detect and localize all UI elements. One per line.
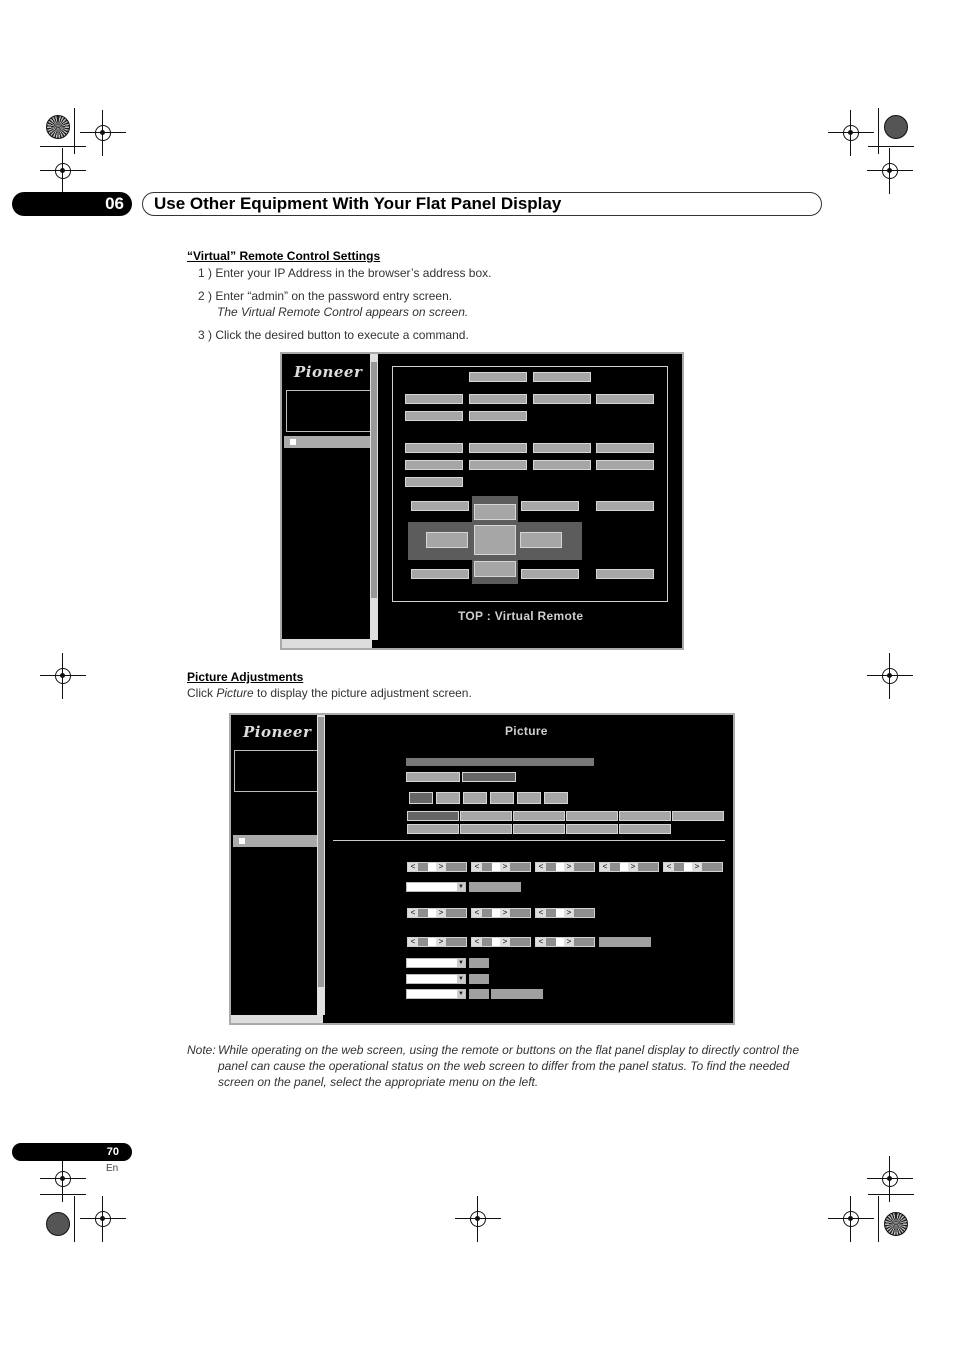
crosshair-icon [875, 1164, 905, 1194]
remote-button[interactable] [469, 460, 527, 470]
remote-button[interactable] [596, 443, 654, 453]
remote-button[interactable] [521, 501, 579, 511]
mode-button[interactable] [407, 824, 459, 834]
chapter-number: 06 [12, 192, 132, 216]
adjust-stepper[interactable]: < > [407, 937, 467, 947]
registration-star-icon [884, 115, 908, 139]
remote-button[interactable] [469, 394, 527, 404]
mode-button[interactable] [513, 811, 565, 821]
section-title-picture-adjustments: Picture Adjustments [187, 670, 304, 684]
input-button[interactable] [463, 792, 487, 804]
adjust-stepper[interactable]: < > [471, 908, 531, 918]
trim-mark [40, 146, 86, 147]
trim-mark [74, 1196, 75, 1242]
sidebar-item-selected[interactable] [233, 835, 317, 847]
sidebar-info-box [234, 750, 320, 792]
value-box [469, 882, 521, 892]
mode-button[interactable] [619, 824, 671, 834]
remote-button[interactable] [405, 394, 463, 404]
remote-button[interactable] [469, 411, 527, 421]
remote-button[interactable] [533, 394, 591, 404]
language-code: En [106, 1163, 119, 1174]
status-bar [406, 758, 594, 766]
trim-mark [40, 1194, 86, 1195]
crosshair-icon [48, 661, 78, 691]
dpad-up-button[interactable] [474, 504, 516, 520]
remote-button[interactable] [533, 460, 591, 470]
remote-button[interactable] [521, 569, 579, 579]
value-box [491, 989, 543, 999]
sidebar-horizontal-scrollbar[interactable] [231, 1015, 323, 1023]
screen-caption: TOP : Virtual Remote [458, 609, 584, 623]
input-button[interactable] [517, 792, 541, 804]
mode-button[interactable] [566, 811, 618, 821]
trim-mark [878, 108, 879, 154]
trim-mark [868, 1194, 914, 1195]
pioneer-logo: Pioneer [294, 363, 363, 381]
value-box [469, 958, 489, 968]
section-title-virtual-remote: “Virtual” Remote Control Settings [187, 249, 381, 263]
adjust-stepper[interactable]: < > [535, 937, 595, 947]
tab-button-active[interactable] [462, 772, 516, 782]
dropdown-select[interactable] [406, 974, 466, 984]
mode-button[interactable] [619, 811, 671, 821]
pioneer-logo: Pioneer [243, 723, 312, 741]
tab-button[interactable] [406, 772, 460, 782]
mode-button[interactable] [460, 811, 512, 821]
mode-button[interactable] [672, 811, 724, 821]
chevron-down-icon: ▼ [458, 960, 464, 966]
remote-button[interactable] [411, 569, 469, 579]
adjust-stepper[interactable]: < > [535, 862, 595, 872]
remote-button[interactable] [405, 411, 463, 421]
step-2-result: The Virtual Remote Control appears on screen. [217, 305, 469, 319]
note [187, 1042, 827, 1090]
chapter-title: Use Other Equipment With Your Flat Panel Display [142, 192, 822, 216]
remote-button[interactable] [469, 443, 527, 453]
note-text: While operating on the web screen, using the remote or buttons on the flat panel display to directly control the panel can cause the operational status on the web screen to differ from the panel status. To find the needed screen on the panel, select the appropriate menu on the left. [218, 1043, 800, 1089]
remote-button[interactable] [405, 443, 463, 453]
divider [333, 840, 725, 841]
remote-button[interactable] [596, 569, 654, 579]
chevron-down-icon: ▼ [458, 976, 464, 982]
adjust-stepper[interactable]: < > [599, 862, 659, 872]
mode-button[interactable] [460, 824, 512, 834]
bullet-icon [239, 838, 245, 844]
sidebar-vertical-scrollbar[interactable] [317, 715, 325, 1015]
note-label: Note: [187, 1043, 216, 1057]
mode-button[interactable] [513, 824, 565, 834]
sidebar-vertical-scrollbar[interactable] [370, 354, 378, 640]
adjust-stepper[interactable]: < > [407, 862, 467, 872]
input-button[interactable] [544, 792, 568, 804]
step-3: 3 ) Click the desired button to execute a command. [198, 328, 469, 342]
bullet-icon [290, 439, 296, 445]
crosshair-icon [836, 1204, 866, 1234]
dropdown-select[interactable] [406, 958, 466, 968]
remote-button[interactable] [596, 501, 654, 511]
adjust-stepper[interactable]: < > [663, 862, 723, 872]
remote-button[interactable] [533, 443, 591, 453]
dpad-right-button[interactable] [520, 532, 562, 548]
crosshair-icon [88, 118, 118, 148]
trim-mark [878, 1196, 879, 1242]
sidebar-item-selected[interactable] [284, 436, 370, 448]
value-box [599, 937, 651, 947]
remote-button[interactable] [533, 372, 591, 382]
crosshair-icon [48, 1164, 78, 1194]
step-1: 1 ) Enter your IP Address in the browser’s address box. [198, 266, 492, 280]
step-2: 2 ) Enter “admin” on the password entry screen. [198, 289, 453, 303]
trim-mark [74, 108, 75, 154]
input-button[interactable] [409, 792, 433, 804]
value-box [469, 989, 489, 999]
crosshair-icon [875, 156, 905, 186]
mode-button[interactable] [566, 824, 618, 834]
input-button[interactable] [436, 792, 460, 804]
dpad-enter-button[interactable] [474, 525, 516, 555]
crosshair-icon [48, 156, 78, 186]
crosshair-icon [463, 1204, 493, 1234]
crosshair-icon [875, 661, 905, 691]
remote-button[interactable] [405, 460, 463, 470]
picture-instruction: Click Picture to display the picture adjustment screen. [187, 686, 472, 700]
adjust-stepper[interactable]: < > [471, 862, 531, 872]
remote-button[interactable] [405, 477, 463, 487]
adjust-stepper[interactable]: < > [407, 908, 467, 918]
mode-button[interactable] [407, 811, 459, 821]
sidebar-horizontal-scrollbar[interactable] [282, 639, 372, 648]
page-number: 70 [12, 1143, 132, 1161]
registration-star-icon [46, 1212, 70, 1236]
sidebar-info-box [286, 390, 372, 432]
value-box [469, 974, 489, 984]
dpad-down-button[interactable] [474, 561, 516, 577]
dropdown-select[interactable] [406, 989, 466, 999]
remote-button[interactable] [411, 501, 469, 511]
registration-star-icon [884, 1212, 908, 1236]
remote-button[interactable] [596, 460, 654, 470]
registration-star-icon [46, 115, 70, 139]
crosshair-icon [88, 1204, 118, 1234]
dpad-left-button[interactable] [426, 532, 468, 548]
virtual-remote-screenshot [280, 352, 684, 650]
adjust-stepper[interactable]: < > [471, 937, 531, 947]
picture-screen-title: Picture [505, 724, 548, 738]
dropdown-select[interactable] [406, 882, 466, 892]
chevron-down-icon: ▼ [458, 991, 464, 997]
input-button[interactable] [490, 792, 514, 804]
trim-mark [868, 146, 914, 147]
picture-adjustment-screenshot [229, 713, 735, 1025]
adjust-stepper[interactable]: < > [535, 908, 595, 918]
remote-button[interactable] [469, 372, 527, 382]
remote-button[interactable] [596, 394, 654, 404]
crosshair-icon [836, 118, 866, 148]
chevron-down-icon: ▼ [458, 884, 464, 890]
